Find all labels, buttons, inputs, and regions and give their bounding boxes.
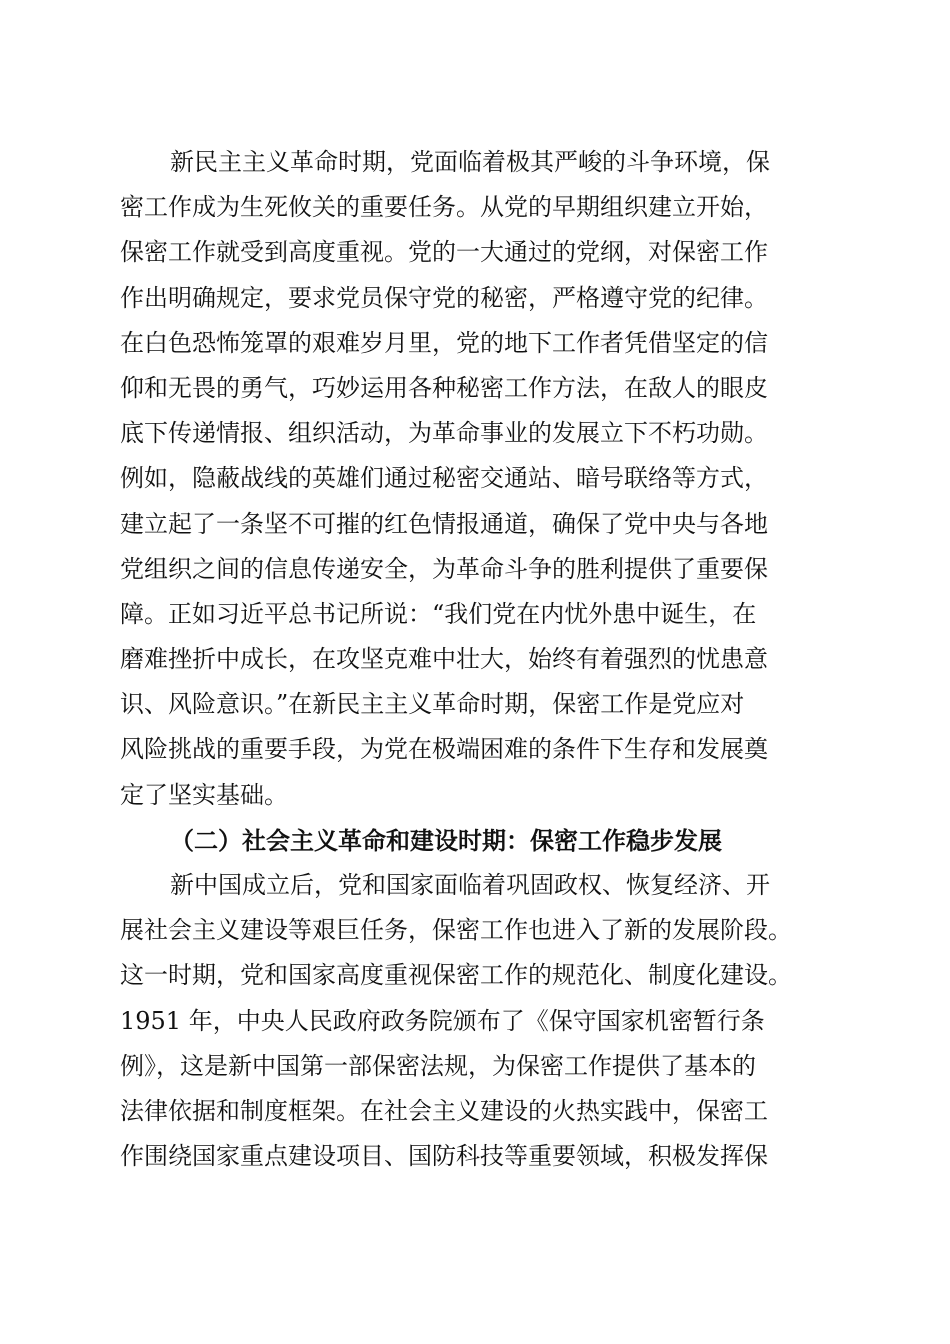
text-line: 1951 年，中央人民政府政务院颁布了《保守国家机密暂行条 — [120, 1006, 765, 1035]
text-line: 法律依据和制度框架。在社会主义建设的火热实践中，保密工 — [120, 1096, 768, 1125]
text-line: 新中国成立后，党和国家面临着巩固政权、恢复经济、开 — [170, 871, 770, 899]
text-line: 展社会主义建设等艰巨任务，保密工作也进入了新的发展阶段。 — [120, 916, 792, 945]
text-line: 例》，这是新中国第一部保密法规，为保密工作提供了基本的 — [120, 1051, 756, 1080]
text-line: 障。正如习近平总书记所说：“我们党在内忧外患中诞生，在 — [120, 599, 757, 628]
paragraph-socialist-construction — [120, 863, 830, 1179]
text-line: 保密工作就受到高度重视。党的一大通过的党纲，对保密工作 — [120, 238, 768, 267]
text-line: 在白色恐怖笼罩的艰难岁月里，党的地下工作者凭借坚定的信 — [120, 328, 768, 357]
text-line: 例如，隐蔽战线的英雄们通过秘密交通站、暗号联络等方式， — [120, 464, 768, 493]
text-line: 党组织之间的信息传递安全，为革命斗争的胜利提供了重要保 — [120, 554, 768, 583]
text-line: 底下传递情报、组织活动，为革命事业的发展立下不朽功勋。 — [120, 419, 768, 448]
section-heading: （二）社会主义革命和建设时期：保密工作稳步发展 — [170, 825, 722, 855]
text-line: 识、风险意识。”在新民主主义革命时期，保密工作是党应对 — [120, 690, 745, 719]
document-body — [120, 140, 830, 1179]
text-line: 新民主主义革命时期，党面临着极其严峻的斗争环境，保 — [170, 148, 770, 176]
text-line: 密工作成为生死攸关的重要任务。从党的早期组织建立开始， — [120, 193, 768, 222]
text-line: 风险挑战的重要手段，为党在极端困难的条件下生存和发展奠 — [120, 735, 768, 764]
text-line: 这一时期，党和国家高度重视保密工作的规范化、制度化建设。 — [120, 961, 792, 990]
text-line: 建立起了一条坚不可摧的红色情报通道，确保了党中央与各地 — [120, 509, 768, 538]
paragraph-new-democratic-revolution — [120, 140, 830, 818]
text-line: 作出明确规定，要求党员保守党的秘密，严格遵守党的纪律。 — [120, 283, 768, 312]
text-line: 定了坚实基础。 — [120, 780, 288, 809]
text-line: 仰和无畏的勇气，巧妙运用各种秘密工作方法，在敌人的眼皮 — [120, 373, 768, 402]
text-line: 磨难挫折中成长，在攻坚克难中壮大，始终有着强烈的忧患意 — [120, 645, 768, 674]
text-line: 作围绕国家重点建设项目、国防科技等重要领域，积极发挥保 — [120, 1142, 768, 1171]
